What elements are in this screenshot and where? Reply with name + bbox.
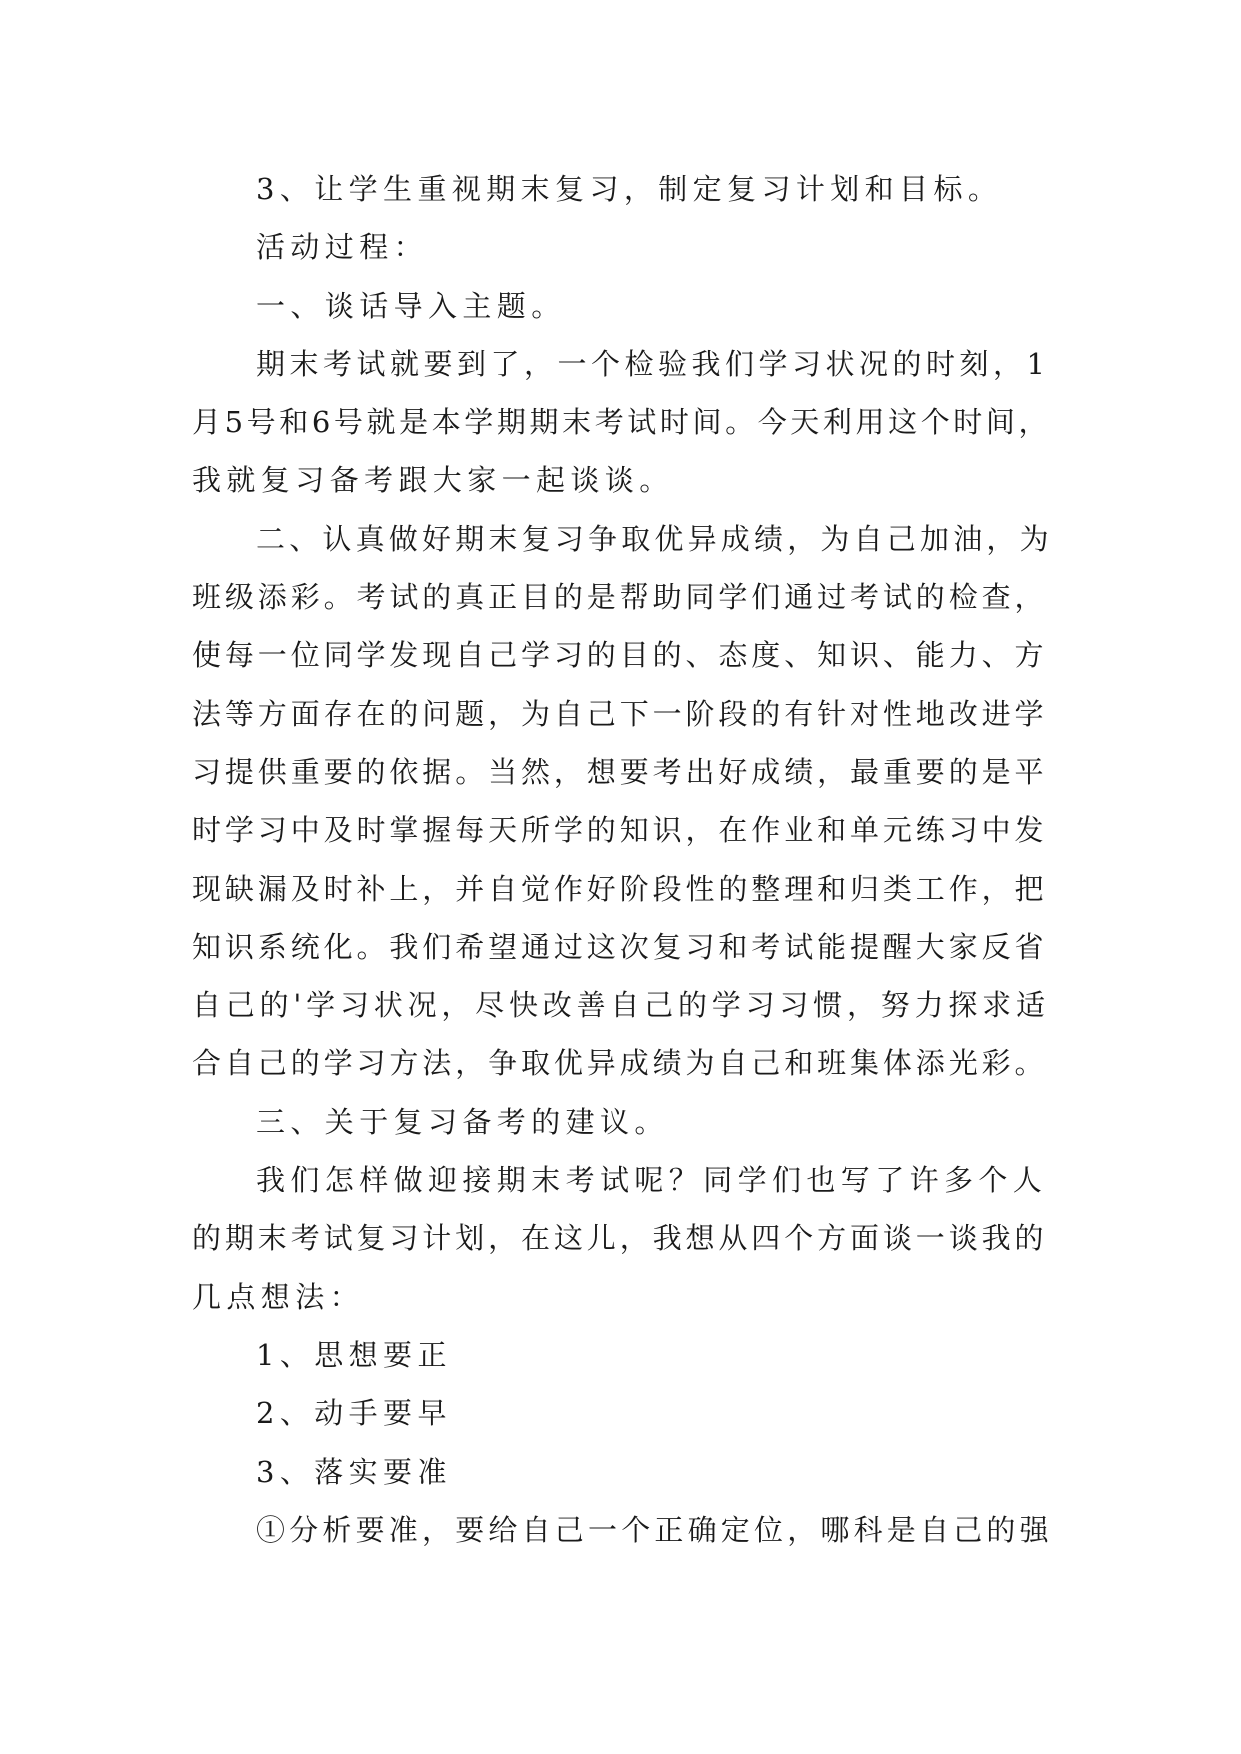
section-heading-1: 一、谈话导入主题。 bbox=[256, 288, 566, 323]
list-item-goal-3: 3、让学生重视期末复习，制定复习计划和目标。 bbox=[256, 172, 1003, 206]
document-body bbox=[192, 160, 1054, 1559]
paragraph-line: 的期末考试复习计划，在这儿，我想从四个方面谈一谈我的 bbox=[192, 1221, 1048, 1256]
paragraph-line: 期末考试就要到了，一个检验我们学习状况的时刻，1 bbox=[256, 346, 1050, 381]
paragraph-line: 班级添彩。考试的真正目的是帮助同学们通过考试的检查， bbox=[192, 580, 1048, 615]
list-item-suggestion-2: 2、动手要早 bbox=[256, 1396, 452, 1431]
paragraph-line: 我就复习备考跟大家一起谈谈。 bbox=[192, 463, 674, 498]
paragraph-line: 合自己的学习方法，争取优异成绩为自己和班集体添光彩。 bbox=[192, 1046, 1048, 1081]
section-heading-activity-process: 活动过程： bbox=[256, 230, 429, 265]
paragraph-line: 几点想法： bbox=[192, 1279, 365, 1314]
paragraph-line: 月5号和6号就是本学期期末考试时间。今天利用这个时间， bbox=[192, 405, 1052, 440]
list-item-suggestion-3: 3、落实要准 bbox=[256, 1454, 452, 1489]
paragraph-line: 使每一位同学发现自己学习的目的、态度、知识、能力、方 bbox=[192, 638, 1048, 673]
paragraph-line: 现缺漏及时补上，并自觉作好阶段性的整理和归类工作，把 bbox=[192, 871, 1048, 906]
paragraph-line: 法等方面存在的问题，为自己下一阶段的有针对性地改进学 bbox=[192, 696, 1048, 731]
paragraph-line: 自己的'学习状况，尽快改善自己的学习习惯，努力探求适 bbox=[192, 988, 1050, 1023]
paragraph-line: 知识系统化。我们希望通过这次复习和考试能提醒大家反省 bbox=[192, 929, 1048, 964]
sub-item-analysis: ①分析要准，要给自己一个正确定位，哪科是自己的强 bbox=[256, 1512, 1053, 1547]
section-heading-2: 二、认真做好期末复习争取优异成绩，为自己加油，为 bbox=[256, 521, 1053, 556]
section-heading-3: 三、关于复习备考的建议。 bbox=[256, 1104, 669, 1139]
paragraph-line: 时学习中及时掌握每天所学的知识，在作业和单元练习中发 bbox=[192, 813, 1048, 848]
paragraph-line: 我们怎样做迎接期末考试呢？同学们也写了许多个人 bbox=[256, 1163, 1048, 1198]
paragraph-line: 习提供重要的依据。当然，想要考出好成绩，最重要的是平 bbox=[192, 754, 1048, 789]
list-item-suggestion-1: 1、思想要正 bbox=[256, 1337, 452, 1372]
